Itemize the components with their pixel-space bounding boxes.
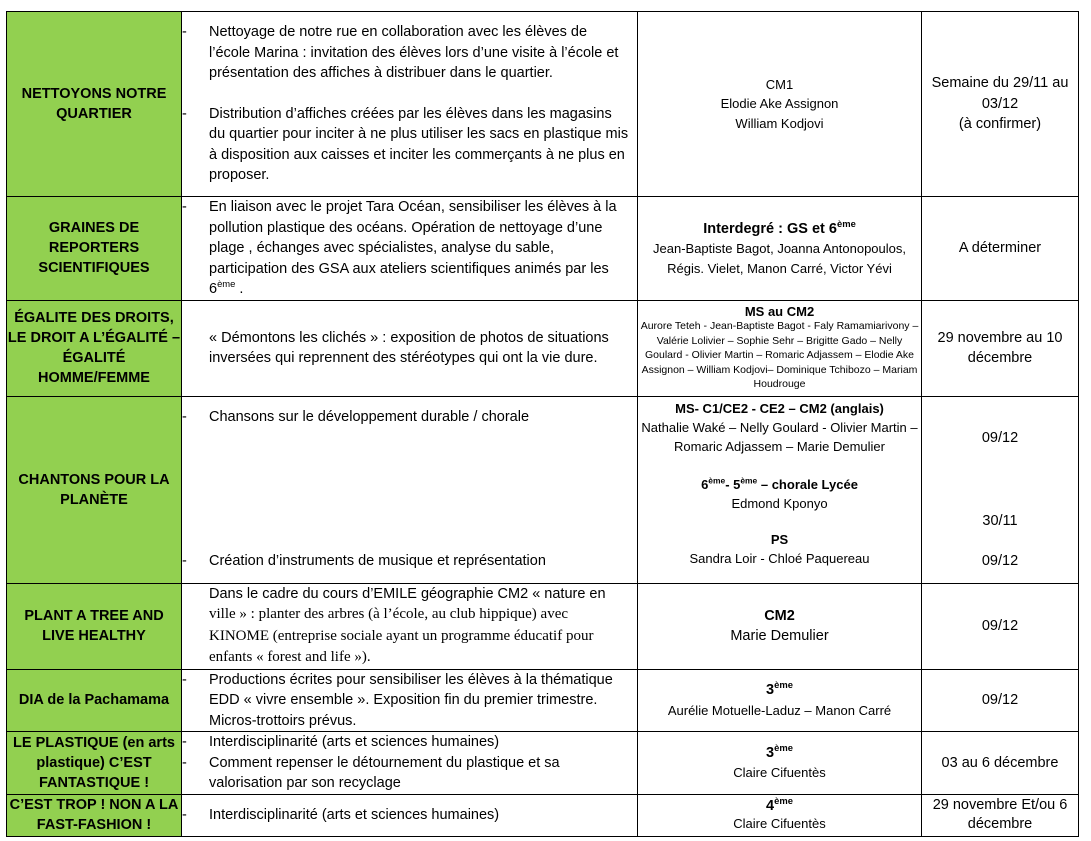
- projects-table: [6, 11, 1079, 837]
- date-text: décembre: [967, 816, 1033, 832]
- list-item: Dans le cadre du cours d’EMILE géographie CM2 « nature en ville » : planter des arbres (à l’école, au club hippique) avec KINOME (entreprise sociale ayant un programme éducatif pour enfants « forest and life »).: [209, 585, 606, 665]
- date-note: (à confirmer): [958, 116, 1042, 133]
- date-text: décembre: [967, 350, 1033, 366]
- teacher-name: Claire Cifuentès: [733, 765, 826, 781]
- teacher-name: Marie Demulier: [730, 628, 829, 644]
- teacher-name: Edmond Kponyo: [731, 496, 828, 511]
- project-name: NETTOYONS NOTRE QUARTIER: [7, 12, 182, 197]
- list-item: « Démontons les clichés » : exposition de photos de situations inversées qui reprennent des stéréotypes qui ont la vie dure.: [209, 329, 609, 366]
- date-cell: 09/12: [922, 583, 1079, 669]
- participants-cell: [638, 197, 922, 301]
- project-name: CHANTONS POUR LA PLANÈTE: [7, 396, 182, 583]
- bullet-dash: -: [182, 552, 187, 569]
- date-cell: [922, 300, 1079, 396]
- class-level: 4ème: [766, 795, 793, 814]
- class-level: PS: [770, 531, 789, 547]
- date-cell: [922, 12, 1079, 197]
- project-name: C’EST TROP ! NON A LA FAST-FASHION !: [7, 794, 182, 836]
- class-level: 3ème: [766, 741, 793, 761]
- teacher-name: Claire Cifuentès: [733, 816, 826, 831]
- table-row: [7, 669, 1079, 732]
- bullet-dash: -: [182, 408, 187, 425]
- participants-cell: [638, 794, 922, 836]
- project-name: GRAINES DE REPORTERS SCIENTIFIQUES: [7, 197, 182, 301]
- participants-cell: [638, 12, 922, 197]
- teacher-names: Nathalie Waké – Nelly Goulard - Olivier Martin – Romaric Adjassem – Marie Demulier: [641, 419, 918, 454]
- list-item: - Distribution d’affiches créées par les élèves dans les magasins du quartier pour inciter à ne plus utiliser les sacs en plastique mis à disposition aux caisses et inciter les commerçants à ne plus en proposer.: [182, 105, 629, 184]
- table-row: [7, 197, 1079, 301]
- class-level: MS au CM2: [744, 304, 815, 320]
- list-item: - Interdisciplinarité (arts et sciences humaines): [182, 805, 637, 826]
- table-row: [7, 794, 1079, 836]
- participants-cell: [638, 396, 922, 583]
- list-item: - Création d’instruments de musique et représentation: [182, 551, 637, 572]
- description-cell: [182, 732, 638, 795]
- project-name: PLANT A TREE AND LIVE HEALTHY: [7, 583, 182, 669]
- bullet-dash: -: [182, 105, 187, 122]
- date-cell: [922, 396, 1079, 583]
- class-level: MS- C1/CE2 - CE2 – CM2 (anglais): [675, 400, 884, 416]
- teacher-names: Jean-Baptiste Bagot, Joanna Antonopoulos, Régis. Vielet, Manon Carré, Victor Yévi: [653, 241, 906, 276]
- bullet-dash: -: [182, 754, 187, 771]
- table-row: [7, 396, 1079, 583]
- teacher-name: William Kodjovi: [735, 115, 824, 131]
- list-item: - Interdisciplinarité (arts et sciences humaines): [182, 732, 637, 753]
- table-row: [7, 300, 1079, 396]
- class-level: 6ème- 5ème – chorale Lycée: [701, 475, 858, 492]
- project-name: LE PLASTIQUE (en arts plastique) C’EST FANTASTIQUE !: [7, 732, 182, 795]
- list-item: - En liaison avec le projet Tara Océan, sensibiliser les élèves à la pollution plastique des océans. Opération de nettoyage d’une plage , échanges avec spécialistes, analyse du sable, participation des GSA aux ateliers scientifiques animés par les 6ème .: [182, 199, 617, 297]
- participants-cell: [638, 300, 922, 396]
- description-cell: [182, 300, 638, 396]
- teacher-name: Elodie Ake Assignon: [720, 96, 839, 112]
- teacher-names: Aurore Teteh - Jean-Baptiste Bagot - Faly Ramamiarivony – Valérie Lolivier – Sophie Sehr – Brigitte Gado – Nelly Goulard - Olivier Martin – Romaric Adjassem – Elodie Ake Assignon – William Kodjovi– Dominique Tchibozo – Mariam Houdrouge: [640, 320, 919, 391]
- bullet-dash: -: [182, 24, 187, 41]
- bullet-dash: -: [182, 806, 187, 823]
- date-cell: A déterminer: [922, 197, 1079, 301]
- project-name: ÉGALITE DES DROITS, LE DROIT A L’ÉGALITÉ – ÉGALITÉ HOMME/FEMME: [7, 300, 182, 396]
- description-cell: [182, 197, 638, 301]
- list-item: - Productions écrites pour sensibiliser les élèves à la thématique EDD « vivre ensemble ». Exposition fin du premier trimestre. Micros-trottoirs prévus.: [182, 671, 613, 729]
- date-text: 29 novembre au 10: [937, 329, 1063, 346]
- list-item: - Nettoyage de notre rue en collaboration avec les élèves de l’école Marina : invitation des élèves lors d’une visite à l’école et présentation des affiches à distribuer dans le quartier.: [182, 24, 619, 82]
- description-cell: [182, 583, 638, 669]
- list-item: - Chansons sur le développement durable / chorale: [182, 407, 637, 428]
- participants-cell: [638, 669, 922, 732]
- bullet-dash: -: [182, 734, 187, 750]
- date-text: 29 novembre Et/ou 6: [932, 797, 1068, 813]
- participants-cell: [638, 583, 922, 669]
- class-level: 3ème: [766, 679, 793, 699]
- date-text: 09/12: [981, 552, 1019, 569]
- date-text: 30/11: [982, 512, 1018, 529]
- date-cell: [922, 794, 1079, 836]
- table-row: [7, 583, 1079, 669]
- bullet-dash: -: [182, 671, 187, 688]
- participants-cell: [638, 732, 922, 795]
- table-row: [7, 12, 1079, 197]
- date-text: 09/12: [981, 429, 1019, 446]
- table-row: [7, 732, 1079, 795]
- bullet-dash: -: [182, 199, 187, 215]
- teacher-names: Sandra Loir - Chloé Paquereau: [689, 551, 870, 566]
- class-level: CM2: [764, 607, 795, 624]
- date-cell: 09/12: [922, 669, 1079, 732]
- description-cell: [182, 794, 638, 836]
- teacher-names: Aurélie Motuelle-Laduz – Manon Carré: [667, 702, 892, 718]
- list-item: - Comment repenser le détournement du plastique et sa valorisation par son recyclage: [182, 754, 560, 791]
- date-cell: 03 au 6 décembre: [922, 732, 1079, 795]
- description-cell: [182, 669, 638, 732]
- project-name: DIA de la Pachamama: [7, 669, 182, 732]
- class-level: Interdegré : GS et 6ème: [703, 217, 856, 237]
- description-cell: [182, 12, 638, 197]
- class-level: CM1: [765, 76, 794, 92]
- description-cell: [182, 396, 638, 583]
- date-text: Semaine du 29/11 au 03/12: [931, 75, 1069, 112]
